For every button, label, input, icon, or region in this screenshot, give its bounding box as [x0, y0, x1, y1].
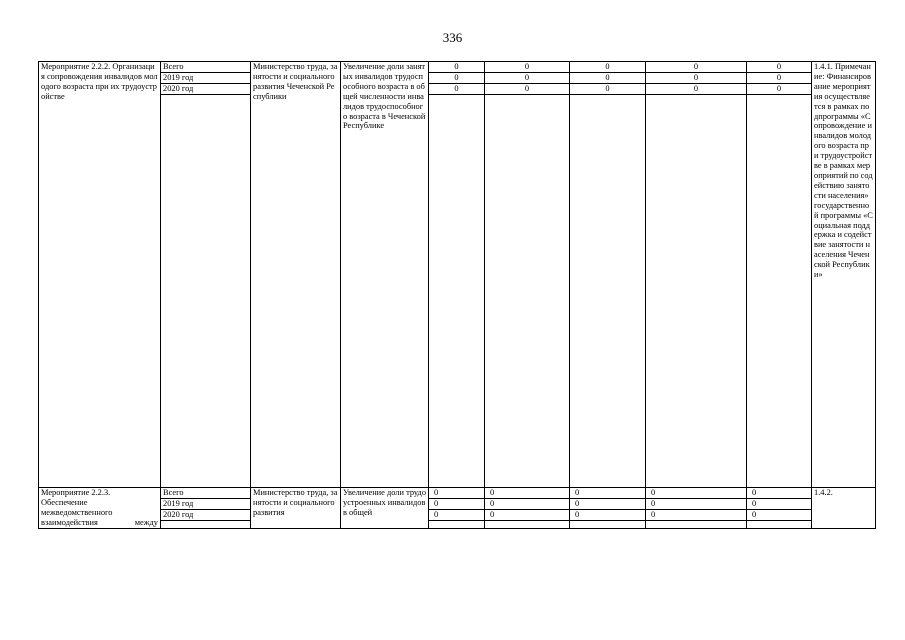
table-row — [39, 62, 876, 73]
value-cell: 0 — [570, 73, 646, 84]
value-cell: 0 — [429, 488, 485, 499]
table-row — [39, 73, 876, 84]
table-row — [39, 84, 876, 95]
empty-cell — [485, 521, 570, 529]
value-cell: 0 — [570, 62, 646, 73]
empty-cell — [570, 521, 646, 529]
value-cell: 0 — [485, 62, 570, 73]
empty-cell — [429, 521, 485, 529]
executor-cell: Министерство труда, занятости и социального развития — [251, 488, 341, 529]
indicator-cell: Увеличение доли трудоустроенных инвалидов в общей — [341, 488, 429, 529]
page-number: 336 — [442, 30, 463, 45]
value-cell: 0 — [646, 84, 747, 95]
value-cell: 0 — [747, 73, 812, 84]
value-cell: 0 — [747, 62, 812, 73]
activity-cell — [39, 488, 161, 529]
period-cell: 2020 год — [161, 510, 251, 521]
empty-cell — [161, 521, 251, 529]
activity-line: Мероприятие 2.2.3. — [41, 488, 111, 497]
value-cell: 0 — [747, 499, 812, 510]
empty-cell — [570, 95, 646, 488]
empty-cell — [747, 521, 812, 529]
value-cell: 0 — [485, 510, 570, 521]
value-cell: 0 — [429, 73, 485, 84]
period-cell: Всего — [161, 62, 251, 73]
value-cell: 0 — [570, 510, 646, 521]
value-cell: 0 — [747, 488, 812, 499]
table-row — [39, 95, 876, 488]
empty-cell — [646, 95, 747, 488]
value-cell: 0 — [570, 488, 646, 499]
value-cell: 0 — [747, 84, 812, 95]
value-cell: 0 — [429, 510, 485, 521]
period-cell: 2020 год — [161, 84, 251, 95]
note-cell: 1.4.2. — [812, 488, 876, 529]
program-activities-table — [38, 61, 876, 529]
empty-cell — [485, 95, 570, 488]
note-cell: 1.4.1. Примечание: Финансирование мероприятия осуществляется в рамках подпрограммы «Сопровождение инвалидов молодого возраста при трудоустройстве в рамках мероприятий по содействию занятости населения» государственной программы «Социальная поддержка и содействие занятости населения Чеченской Республики» — [812, 62, 876, 488]
value-cell: 0 — [485, 84, 570, 95]
value-cell: 0 — [429, 84, 485, 95]
value-cell: 0 — [570, 84, 646, 95]
activity-line: Обеспечение — [41, 497, 88, 507]
value-cell: 0 — [646, 62, 747, 73]
value-cell: 0 — [747, 510, 812, 521]
period-cell: 2019 год — [161, 499, 251, 510]
value-cell: 0 — [646, 73, 747, 84]
value-cell: 0 — [485, 73, 570, 84]
table-row — [39, 499, 876, 510]
value-cell: 0 — [570, 499, 646, 510]
table-row — [39, 510, 876, 521]
empty-cell — [646, 521, 747, 529]
value-cell: 0 — [646, 488, 747, 499]
value-cell: 0 — [646, 499, 747, 510]
activity-line: взаимодействия между — [41, 517, 158, 527]
value-cell: 0 — [429, 62, 485, 73]
executor-cell: Министерство труда, занятости и социального развития Чеченской Республики — [251, 62, 341, 488]
indicator-cell: Увеличение доли занятых инвалидов трудоспособного возраста в общей численности инвалидов трудоспособного возраста в Чеченской Республике — [341, 62, 429, 488]
value-cell: 0 — [429, 499, 485, 510]
empty-cell — [161, 95, 251, 488]
empty-cell — [747, 95, 812, 488]
value-cell: 0 — [646, 510, 747, 521]
period-cell: 2019 год — [161, 73, 251, 84]
activity-cell: Мероприятие 2.2.2. Организация сопровождения инвалидов молодого возраста при их трудоустройстве — [39, 62, 161, 488]
table-row — [39, 488, 876, 499]
value-cell: 0 — [485, 499, 570, 510]
activity-line: межведомственного — [41, 507, 113, 517]
value-cell: 0 — [485, 488, 570, 499]
table-row — [39, 521, 876, 529]
period-cell: Всего — [161, 488, 251, 499]
empty-cell — [429, 95, 485, 488]
